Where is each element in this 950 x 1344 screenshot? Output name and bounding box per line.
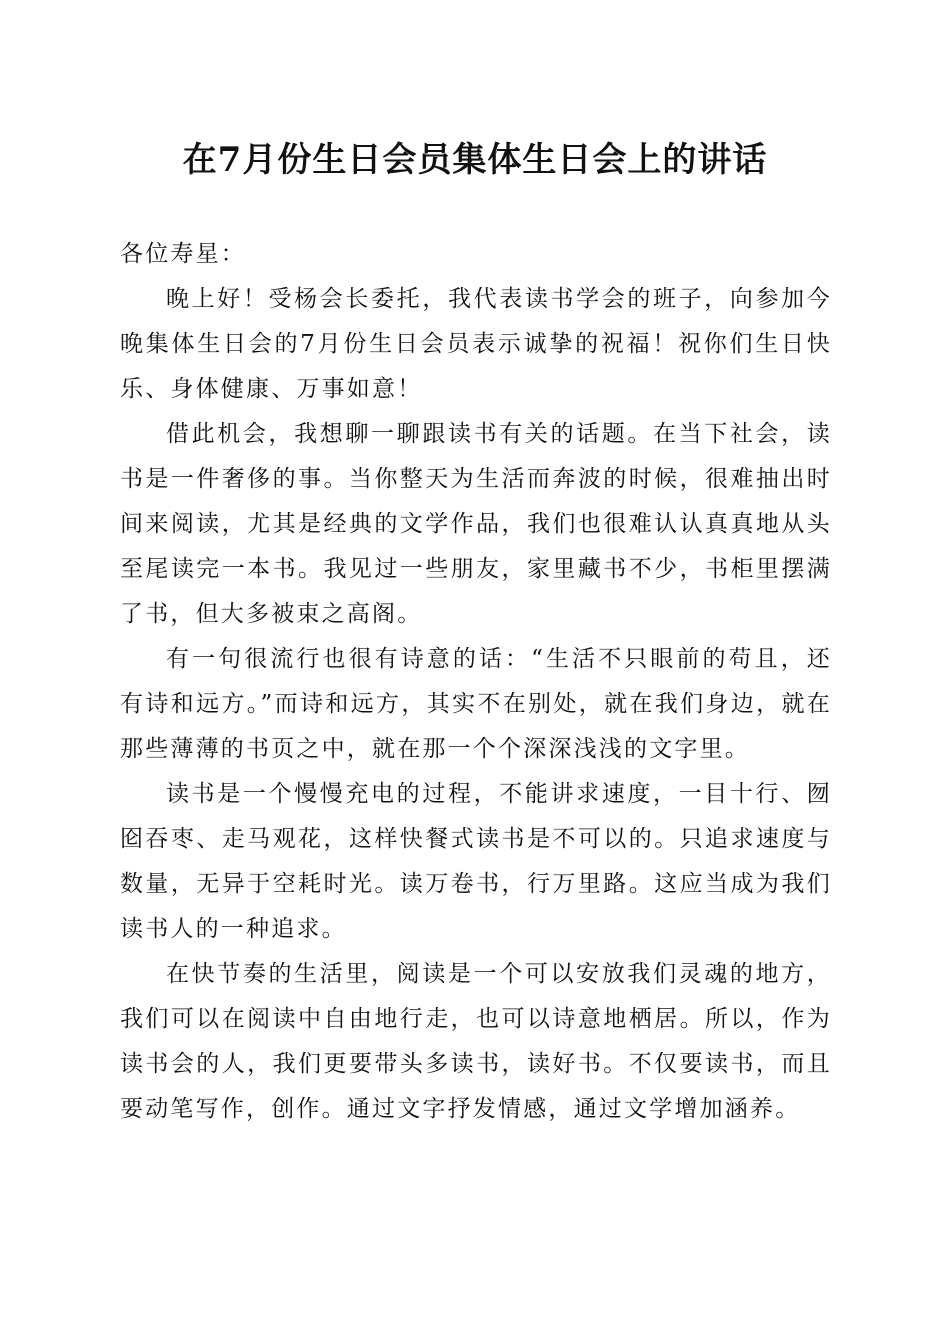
salutation: 各位寿星： [120, 241, 246, 267]
speech-body [120, 232, 832, 1132]
page-title: 在7月份生日会员集体生日会上的讲话 [182, 140, 768, 180]
paragraph-poetry-and-distance: 有一句很流行也很有诗意的话：“生活不只眼前的苟且，还有诗和远方。”而诗和远方，其实不在别处，就在我们身边，就在那些薄薄的书页之中，就在那一个个深深浅浅的文字里。 [120, 646, 832, 762]
paragraph-greeting: 晚上好！受杨会长委托，我代表读书学会的班子，向参加今晚集体生日会的7月份生日会员表示诚挚的祝福！祝你们生日快乐、身体健康、万事如意！ [120, 286, 832, 402]
paragraph-reading-topic: 借此机会，我想聊一聊跟读书有关的话题。在当下社会，读书是一件奢侈的事。当你整天为生活而奔波的时候，很难抽出时间来阅读，尤其是经典的文学作品，我们也很难认认真真地从头至尾读完一本书。我见过一些朋友，家里藏书不少，书柜里摆满了书，但大多被束之高阁。 [120, 421, 832, 627]
paragraph-slow-reading: 读书是一个慢慢充电的过程，不能讲求速度，一目十行、囫囵吞枣、走马观花，这样快餐式读书是不可以的。只追求速度与数量，无异于空耗时光。读万卷书，行万里路。这应当成为我们读书人的一种追求。 [120, 781, 832, 942]
paragraph-closing: 在快节奏的生活里，阅读是一个可以安放我们灵魂的地方，我们可以在阅读中自由地行走，也可以诗意地栖居。所以，作为读书会的人，我们更要带头多读书，读好书。不仅要读书，而且要动笔写作，创作。通过文字抒发情感，通过文学增加涵养。 [120, 961, 832, 1122]
